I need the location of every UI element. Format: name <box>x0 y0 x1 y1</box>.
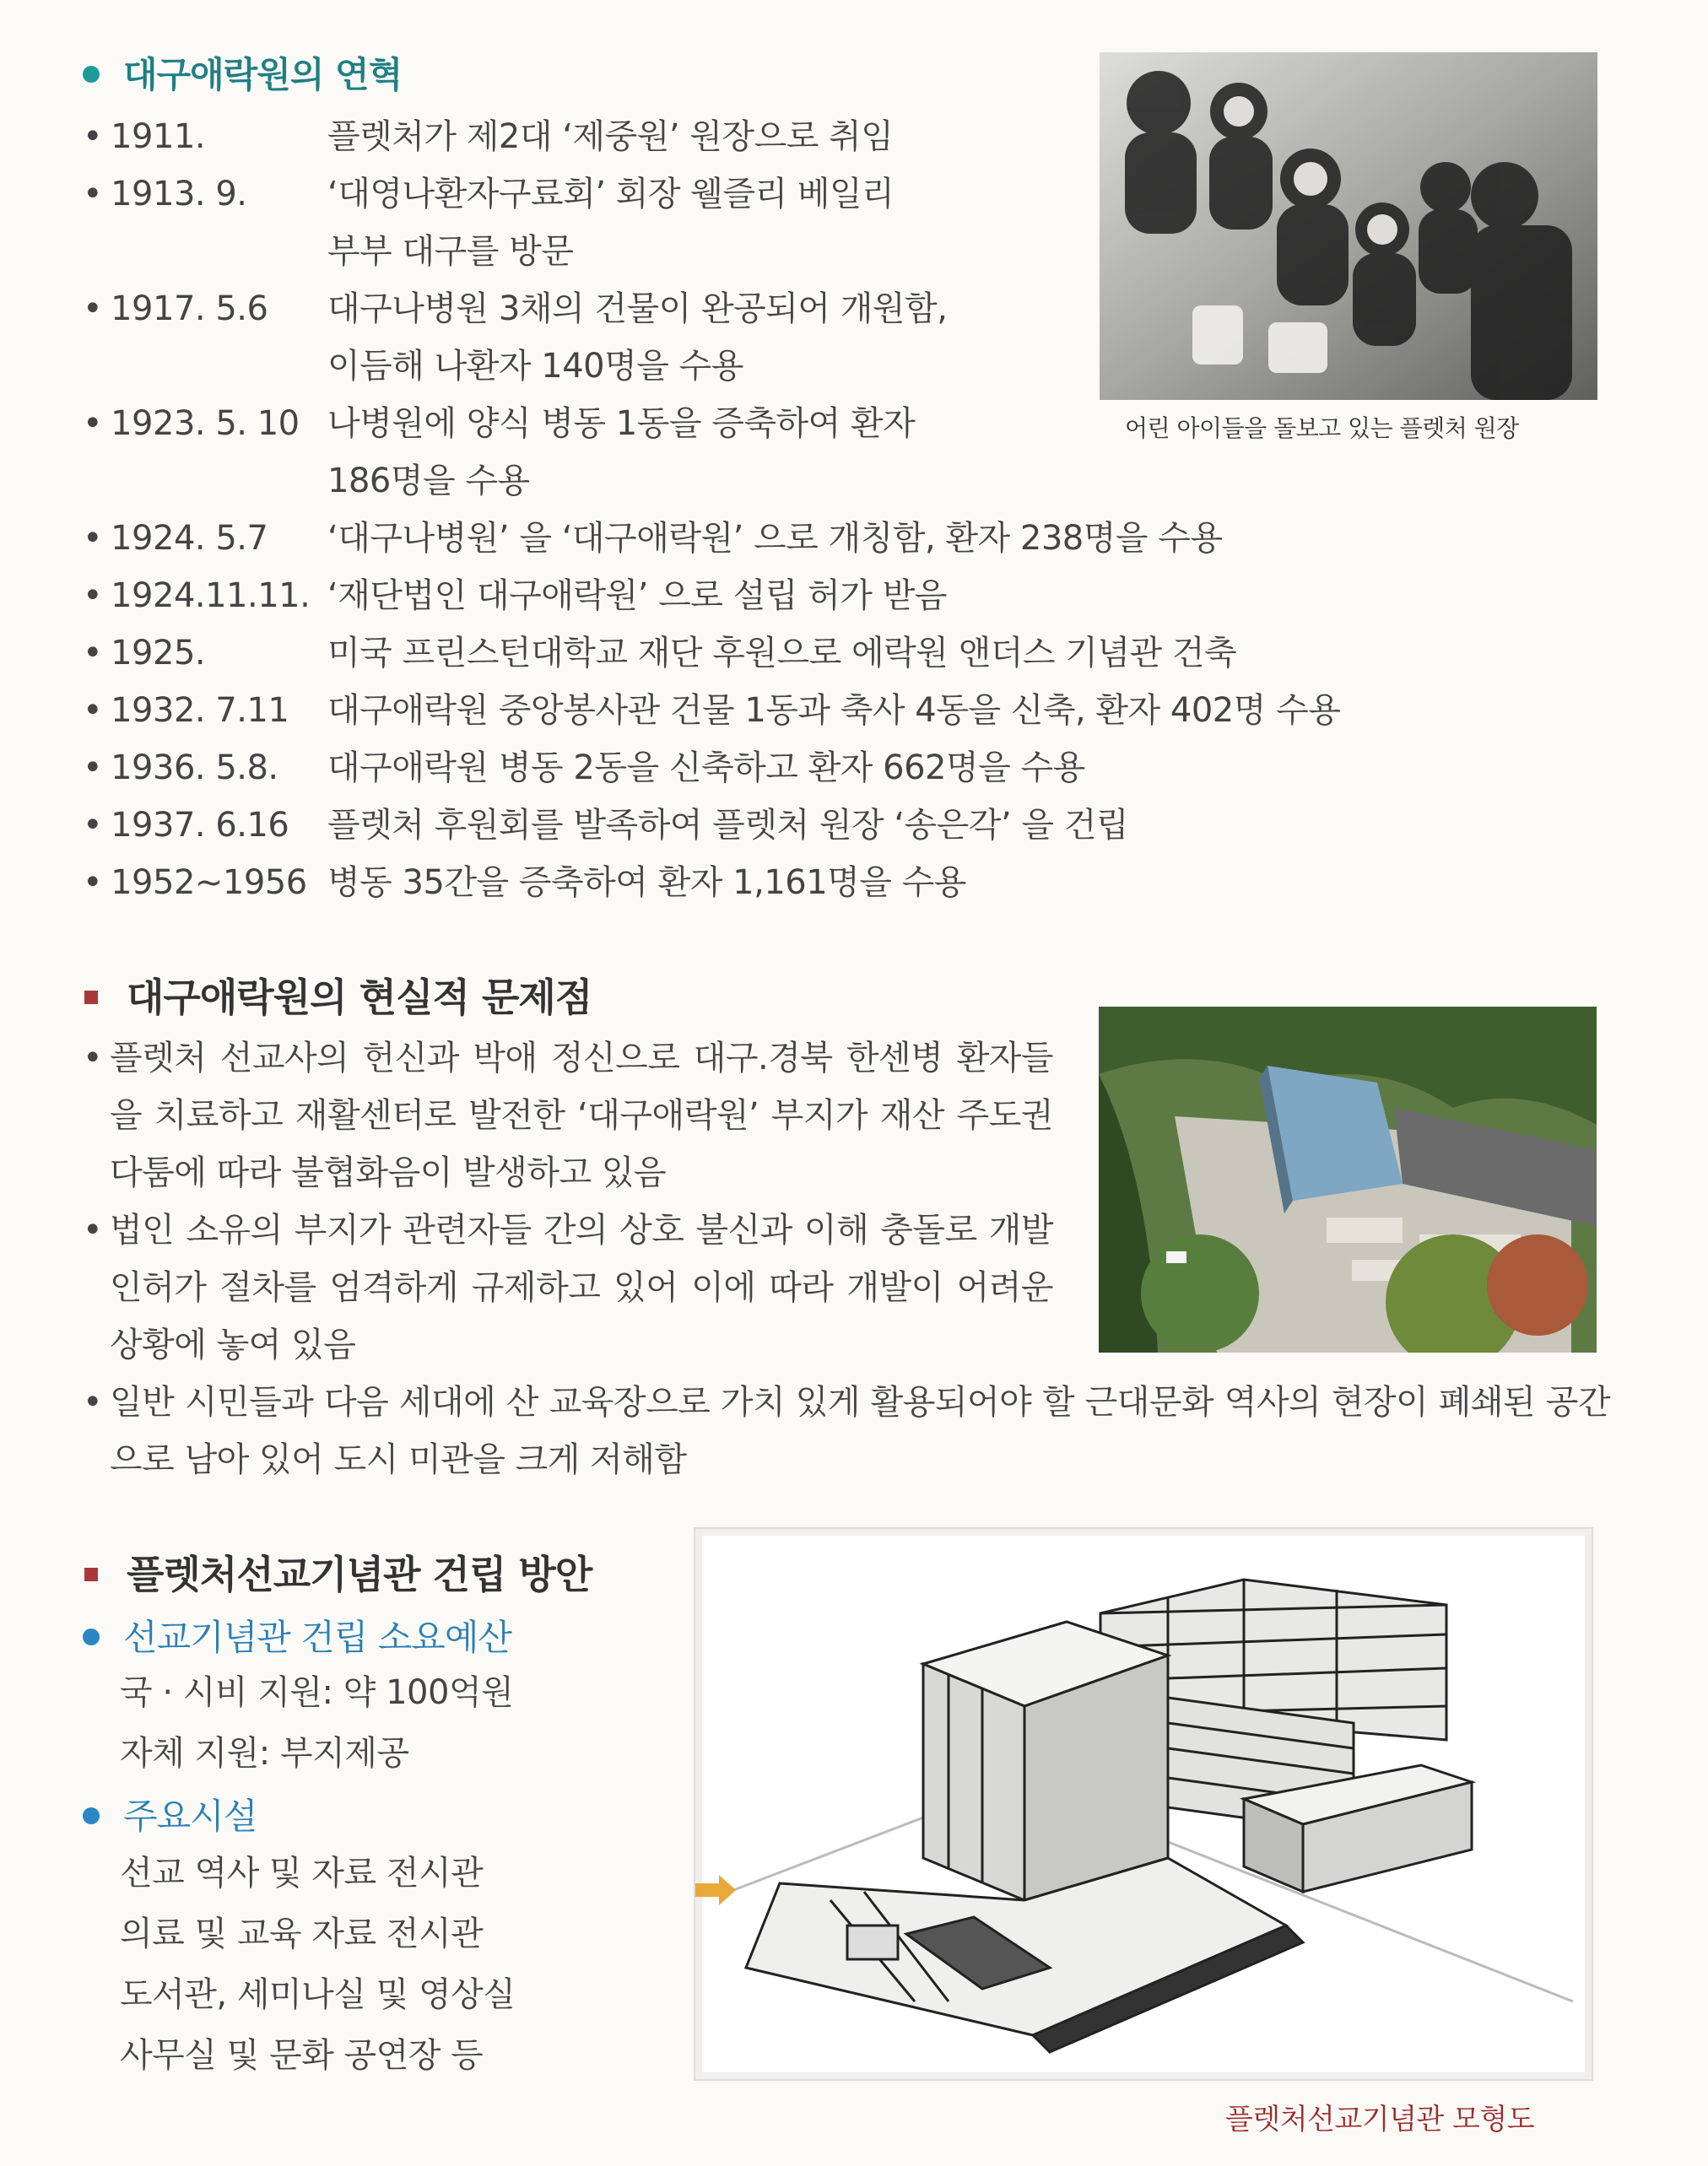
timeline-row: • 1924.11.11. ‘재단법인 대구애락원’ 으로 설립 허가 받음 <box>83 567 1450 624</box>
problems-list-top <box>83 1029 1053 1374</box>
budget-heading: 선교기념관 건립 소요예산 <box>83 1610 511 1661</box>
timeline-row: • 1952~1956 병동 35간을 증축하여 환자 1,161명을 수용 <box>83 854 1450 911</box>
facility-line: 도서관, 세미나실 및 영상실 <box>120 1975 516 2014</box>
timeline-row: • 1911. 플렛처가 제2대 ‘제중원’ 원장으로 취임 <box>83 108 1028 165</box>
timeline-row: • 1924. 5.7 ‘대구나병원’ 을 ‘대구애락원’ 으로 개칭함, 환자 238명을 수용 <box>83 510 1450 567</box>
timeline-row: • 1937. 6.16 플렛처 후원회를 발족하여 플렛처 원장 ‘송은각’ 을 건립 <box>83 797 1450 854</box>
historical-photo <box>1100 52 1597 400</box>
aerial-site-photo <box>1099 1007 1597 1353</box>
model-caption: 플렛처선교기념관 모형도 <box>1225 2103 1535 2136</box>
problem-item: • 법인 소유의 부지가 관련자들 간의 상호 불신과 이해 충돌로 개발 인허가 절차를 엄격하게 규제하고 있어 이에 따라 개발이 어려운 상황에 놓여 있음 <box>83 1211 1053 1364</box>
timeline-row: • 1925. 미국 프린스턴대학교 재단 후원으로 에락원 앤더스 기념관 건축 <box>83 624 1450 682</box>
budget-line: 자체 지원: 부지제공 <box>120 1734 409 1773</box>
building-model-illustration <box>695 1529 1592 2079</box>
problem-item: • 플렛처 선교사의 헌신과 박애 정신으로 대구.경북 한센병 환자들을 치료하고 재활센터로 발전한 ‘대구애락원’ 부지가 재산 주도권 다툼에 따라 불협화음이 발생하고 있음 <box>83 1039 1053 1192</box>
entrance-arrow-icon <box>695 1875 736 1905</box>
photo-caption: 어린 아이들을 돌보고 있는 플렛처 원장 <box>1125 414 1519 442</box>
bullet-square-icon <box>84 1568 98 1581</box>
bullet-dot-icon <box>83 66 100 83</box>
building-model-image <box>694 1527 1593 2081</box>
bullet-square-icon <box>84 991 98 1004</box>
children-photo-illustration <box>1100 52 1597 400</box>
facility-line: 선교 역사 및 자료 전시관 <box>120 1854 484 1893</box>
problems-list-bottom <box>83 1374 1610 1488</box>
timeline-row: • 1923. 5. 10 나병원에 양식 병동 1동을 증축하여 환자 186명을 수용 <box>83 395 1028 510</box>
facilities-heading: 주요시설 <box>83 1789 257 1839</box>
history-heading: 대구애락원의 연혁 <box>83 47 402 98</box>
bullet-dot-icon <box>83 1807 100 1824</box>
plan-heading: 플렛처선교기념관 건립 방안 <box>84 1544 592 1600</box>
budget-lines <box>120 1662 513 1784</box>
facility-lines <box>120 1843 515 2086</box>
aerial-photo-illustration <box>1099 1007 1597 1353</box>
problems-heading: 대구애락원의 현실적 문제점 <box>84 967 592 1023</box>
facility-line: 의료 및 교육 자료 전시관 <box>120 1915 484 1953</box>
timeline-row: • 1913. 9. ‘대영나환자구료회’ 회장 웰즐리 베일리 부부 대구를 방문 <box>83 165 1028 280</box>
timeline-row: • 1936. 5.8. 대구애락원 병동 2동을 신축하고 환자 662명을 수용 <box>83 739 1450 797</box>
facility-line: 사무실 및 문화 공연장 등 <box>120 2036 484 2075</box>
budget-line: 국 · 시비 지원: 약 100억원 <box>120 1673 514 1712</box>
timeline-row: • 1932. 7.11 대구애락원 중앙봉사관 건물 1동과 축사 4동을 신축, 환자 402명 수용 <box>83 682 1450 739</box>
problem-item: • 일반 시민들과 다음 세대에 산 교육장으로 가치 있게 활용되어야 할 근대문화 역사의 현장이 폐쇄된 공간으로 남아 있어 도시 미관을 크게 저해함 <box>83 1383 1610 1479</box>
bullet-dot-icon <box>83 1629 100 1645</box>
timeline-row: • 1917. 5.6 대구나병원 3채의 건물이 완공되어 개원함, 이듬해 나환자 140명을 수용 <box>83 280 1028 395</box>
